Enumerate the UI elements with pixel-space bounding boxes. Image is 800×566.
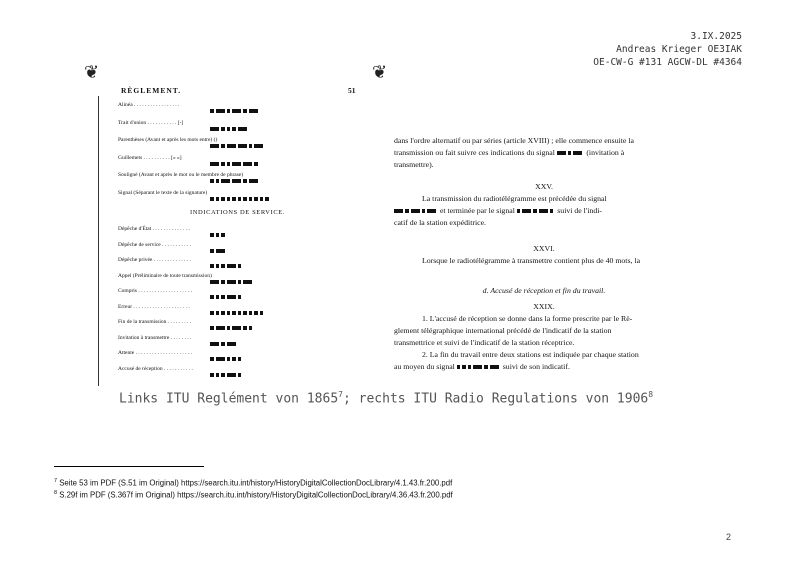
morse-code-signal [210, 288, 243, 293]
morse-code-signal [210, 190, 271, 195]
morse-dot [238, 373, 242, 377]
morse-dot [221, 342, 225, 346]
morse-dot [221, 311, 225, 315]
morse-dot [227, 109, 231, 113]
reglement-row [118, 226, 204, 232]
header-author: Andreas Krieger OE3IAK [616, 44, 742, 55]
footnote-separator [54, 466, 204, 467]
morse-dot [227, 357, 231, 361]
morse-dot [227, 197, 231, 201]
morse-dot [221, 197, 225, 201]
morse-dot [238, 357, 242, 361]
reglement-row-label: Invitation à transmettre . . . . . . . . [118, 334, 192, 341]
morse-dot [232, 311, 236, 315]
rr-intro-line1: dans l'ordre alternatif ou par séries (article XVIII) ; elle commence ensuite la [394, 136, 634, 145]
morse-dash [232, 326, 241, 330]
morse-dot [232, 197, 236, 201]
morse-dash [216, 249, 225, 253]
morse-dot [221, 127, 225, 131]
section-29-line1: 1. L'accusé de réception se donne dans la forme prescrite par le Rè- [422, 314, 633, 323]
header-club: OE-CW-G #131 AGCW-DL #4364 [593, 57, 742, 68]
morse-dot [243, 109, 247, 113]
reglement-row [118, 172, 244, 178]
section-26-heading: XXVI. [533, 244, 555, 253]
reglement-row-label: Parenthèses (Avant et après les mots entre) () [118, 137, 218, 143]
reglement-row-label: Trait d'union . . . . . . . . . . . [-] [118, 119, 184, 126]
footnote-7 [54, 478, 452, 488]
reglement-row-label: Accusé de réception . . . . . . . . . . . [118, 365, 193, 372]
morse-dash [227, 280, 236, 284]
section-25-line2 [394, 206, 694, 216]
reglement-title: RÈGLEMENT. [121, 86, 182, 95]
morse-dot [243, 326, 247, 330]
morse-dash [210, 280, 219, 284]
morse-code-signal [210, 226, 227, 231]
morse-dash [210, 144, 219, 148]
morse-dot [238, 264, 242, 268]
morse-code-signal [210, 137, 265, 142]
rr-intro-line2 [394, 148, 694, 158]
reglement-row [118, 335, 204, 341]
morse-dot [249, 326, 253, 330]
morse-code-signal [210, 102, 260, 107]
section-d-subtitle: d. Accusé de réception et fin du travail. [482, 286, 606, 295]
morse-dot [216, 295, 220, 299]
morse-dash [249, 109, 258, 113]
section-29-line5-text: au moyen du signal [394, 362, 455, 371]
morse-code-signal [210, 257, 243, 262]
reglement-row [118, 120, 204, 126]
morse-dot [210, 197, 214, 201]
morse-code-signal [210, 273, 254, 278]
morse-dot [210, 264, 214, 268]
morse-code-signal [210, 335, 238, 340]
morse-signal [394, 206, 438, 215]
morse-dot [216, 264, 220, 268]
morse-dot [221, 373, 225, 377]
morse-dot [210, 357, 214, 361]
morse-dash [232, 162, 241, 166]
morse-dot [216, 311, 220, 315]
caption-text: Links ITU Reglément von 1865 [119, 391, 339, 407]
morse-dot [254, 197, 258, 201]
morse-dot [221, 264, 225, 268]
morse-dot [249, 197, 253, 201]
section-25-line2-end: suivi de l'indi- [557, 206, 602, 215]
reglement-row [118, 102, 204, 108]
morse-dot [210, 373, 214, 377]
header-date: 3.IX.2025 [690, 31, 742, 42]
reglement-row [118, 189, 208, 196]
morse-dot [210, 249, 214, 253]
morse-dash [243, 162, 252, 166]
morse-dash [243, 280, 252, 284]
morse-dot [216, 197, 220, 201]
section-25-line1: La transmission du radiotélégramme est précédée du signal [422, 194, 607, 203]
morse-dot [260, 311, 264, 315]
document-header [593, 30, 742, 69]
morse-code-signal [210, 242, 227, 247]
reglement-row-label: Guillemets . . . . . . . . . . [« »] [118, 154, 182, 161]
reglement-row [118, 137, 218, 143]
morse-dot [221, 162, 225, 166]
reglement-row-label: Dépêche de service . . . . . . . . . . . [118, 241, 192, 248]
reglement-row [118, 242, 204, 248]
morse-dot [210, 233, 214, 237]
morse-dot [249, 311, 253, 315]
caption-text-mid: ; rechts ITU Radio Regulations von 1906 [342, 391, 649, 407]
section-25-line2-mid: et terminée par le signal [439, 206, 515, 215]
morse-dash [210, 162, 219, 166]
footnote-text[interactable]: Seite 53 im PDF (S.51 im Original) https://search.itu.int/history/HistoryDigitalCollectionDocLibrary/4.1.43.fr.200.pdf [59, 478, 453, 488]
morse-dash [216, 357, 225, 361]
reglement-row [118, 257, 204, 263]
morse-dot [221, 280, 225, 284]
morse-code-signal [210, 155, 260, 160]
reglement-page-number: 51 [348, 86, 356, 95]
morse-dot [210, 311, 214, 315]
reglement-row [118, 304, 204, 310]
morse-dot [227, 162, 231, 166]
morse-dash [227, 295, 236, 299]
morse-dash [254, 144, 263, 148]
morse-dot [232, 357, 236, 361]
reglement-row-label: Souligné (Avant et après le mot ou le membre de phrase) [118, 172, 244, 178]
morse-dot [254, 311, 258, 315]
morse-dot [210, 295, 214, 299]
morse-dot [238, 197, 242, 201]
morse-dash [238, 144, 247, 148]
morse-dot [221, 233, 225, 237]
figure-caption [119, 390, 653, 406]
morse-dash [210, 127, 219, 131]
section-26-line1: Lorsque le radiotélégramme à transmettre contient plus de 40 mots, la [422, 256, 641, 265]
caption-footnote-ref-7[interactable]: 7 [338, 390, 343, 399]
reglement-row-label: Erreur . . . . . . . . . . . . . . . . . . . . . [118, 303, 190, 310]
section-29-line4: 2. La fin du travail entre deux stations est indiquée par chaque station [422, 350, 639, 359]
section-29-line5 [394, 362, 694, 372]
morse-dot [249, 144, 253, 148]
reglement-row [118, 272, 212, 279]
morse-code-signal [210, 120, 249, 125]
morse-dash [249, 179, 258, 183]
reglement-row-label: Dépêche privée . . . . . . . . . . . . . . [118, 257, 191, 263]
morse-dot [243, 197, 247, 201]
section-25-line3: catif de la station expéditrice. [394, 218, 487, 227]
morse-code-signal [210, 350, 243, 355]
morse-dash [221, 179, 230, 183]
morse-dot [227, 326, 231, 330]
reglement-row [118, 366, 204, 372]
page-number: 2 [726, 532, 732, 542]
morse-signal [457, 362, 501, 371]
morse-dot [216, 233, 220, 237]
morse-code-signal [210, 366, 243, 371]
morse-dot [260, 197, 264, 201]
morse-dot [221, 295, 225, 299]
scan-divider-line [98, 96, 99, 386]
footnote-text[interactable]: S.29f im PDF (S.367f im Original) https://search.itu.int/history/HistoryDigitalCollectionDocLibrary/4.36.43.fr.200.pdf [59, 490, 453, 500]
section-25-heading: XXV. [535, 182, 553, 191]
morse-dot [216, 179, 220, 183]
morse-dash [227, 144, 236, 148]
morse-dash [216, 326, 225, 330]
ornament-left-icon: ❦ [84, 62, 100, 82]
section-29-heading: XXIX. [533, 302, 555, 311]
reglement-row [118, 155, 204, 161]
morse-dot [221, 144, 225, 148]
morse-code-signal [210, 319, 254, 324]
morse-code-signal [210, 304, 265, 309]
reglement-row [118, 319, 204, 325]
reglement-row [118, 288, 204, 294]
section-29-line3: transmettrice et suivi de l'indicatif de la station réceptrice. [394, 338, 575, 347]
reglement-row-label: Dépêche d'État . . . . . . . . . . . . . . [118, 226, 190, 232]
morse-dot [238, 295, 242, 299]
morse-dash [227, 264, 236, 268]
reglement-row-label: Attente . . . . . . . . . . . . . . . . . . . . . [118, 350, 192, 356]
caption-footnote-ref-8[interactable]: 8 [648, 390, 654, 399]
ornament-right-icon: ❦ [372, 62, 388, 82]
morse-signal [517, 206, 556, 215]
morse-dash [232, 179, 241, 183]
footnote-8 [54, 490, 453, 500]
service-indications-title: INDICATIONS DE SERVICE. [190, 209, 286, 216]
reglement-row [118, 350, 204, 356]
footnote-number: 8 [54, 490, 58, 496]
morse-dash [227, 373, 236, 377]
morse-dot [210, 109, 214, 113]
footnote-number: 7 [54, 478, 58, 484]
morse-dot [238, 311, 242, 315]
morse-code-signal [210, 172, 260, 177]
morse-dot [210, 326, 214, 330]
morse-dot [227, 311, 231, 315]
morse-dash [216, 109, 225, 113]
reglement-row-label: Fin de la transmission . . . . . . . . . [118, 319, 192, 325]
morse-dash [238, 127, 247, 131]
morse-dash [210, 342, 219, 346]
morse-dash [227, 342, 236, 346]
reglement-row-label: Signal (Séparant le texte de la signature) [118, 189, 208, 196]
morse-dot [254, 162, 258, 166]
reglement-row-label: Alinéa . . . . . . . . . . . . . . . . . [118, 102, 180, 108]
morse-dot [265, 197, 269, 201]
rr-intro-line2-text: transmission ou fait suivre ces indications du signal [394, 148, 555, 157]
morse-dot [243, 179, 247, 183]
morse-dot [243, 311, 247, 315]
rr-intro-line2-after: (invitation à [586, 148, 625, 157]
reglement-row-label: Appel (Préliminaire de toute transmission) [118, 272, 212, 279]
reglement-row-label: Compris . . . . . . . . . . . . . . . . . . . . [118, 288, 192, 294]
morse-dot [227, 127, 231, 131]
morse-dot [210, 179, 214, 183]
section-29-line5-end: suivi de son indicatif. [502, 362, 570, 371]
morse-dot [238, 280, 242, 284]
morse-dash [232, 109, 241, 113]
morse-signal [557, 148, 585, 157]
section-29-line2: glement télégraphique international précédé de l'indicatif de la station [394, 326, 612, 335]
morse-dot [232, 127, 236, 131]
morse-dot [216, 373, 220, 377]
rr-intro-line3: transmettre). [394, 160, 434, 169]
